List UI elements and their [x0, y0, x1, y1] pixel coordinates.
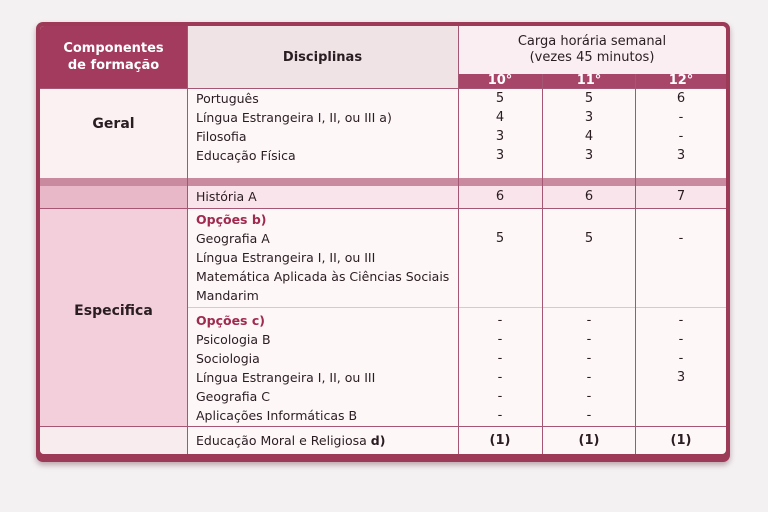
value-cell: - — [586, 389, 592, 404]
list-item: Educação Física — [196, 148, 296, 163]
list-item: Matemática Aplicada às Ciências Sociais — [196, 269, 450, 284]
emrc-name-label: Educação Moral e Religiosa — [196, 433, 367, 448]
historia-name: História A — [196, 189, 257, 204]
value-cell: - — [586, 332, 592, 347]
value-cell: 3 — [584, 148, 594, 163]
value-cell: - — [586, 408, 592, 423]
value-cell: (1) — [670, 433, 692, 448]
especifica-label: Especifica — [74, 303, 153, 319]
value-cell: (1) — [578, 433, 600, 448]
opcoes-c-title: Opções c) — [196, 313, 265, 328]
table-body — [40, 26, 726, 454]
grid-line — [187, 26, 188, 454]
geral-col-10 — [458, 89, 542, 165]
list-item: Geografia A — [196, 231, 270, 246]
emrc-left-band — [40, 426, 187, 454]
value-cell: - — [497, 313, 503, 328]
value-cell: 3 — [495, 129, 505, 144]
value-cell: 3 — [495, 148, 505, 163]
value-cell: 6 — [495, 189, 505, 204]
list-item: Língua Estrangeira I, II, ou III a) — [196, 110, 392, 125]
emrc-name — [196, 431, 385, 450]
list-item: Língua Estrangeira I, II, ou III — [196, 250, 376, 265]
list-item: Língua Estrangeira I, II, ou III — [196, 370, 376, 385]
value-cell: 5 — [584, 231, 594, 246]
geral-col-11 — [543, 89, 635, 165]
list-item: Mandarim — [196, 288, 259, 303]
table-card — [36, 22, 730, 462]
value-cell: 6 — [584, 189, 594, 204]
value-cell: - — [678, 351, 684, 366]
value-cell: 5 — [584, 91, 594, 106]
value-cell: - — [497, 351, 503, 366]
list-item: Geografia C — [196, 389, 270, 404]
value-cell: - — [586, 351, 592, 366]
geral-label: Geral — [92, 116, 135, 132]
emrc-note: d) — [370, 433, 386, 448]
value-cell: 5 — [495, 91, 505, 106]
opcoes-c-col-11 — [543, 311, 635, 425]
list-item: Português — [196, 91, 259, 106]
grid-line — [40, 426, 726, 427]
value-cell: 3 — [676, 370, 686, 385]
carga-subtitle: (vezes 45 minutos) — [529, 50, 655, 65]
list-item: Psicologia B — [196, 332, 271, 347]
value-cell: 7 — [676, 189, 686, 204]
carga-title: Carga horária semanal — [517, 34, 667, 49]
historia-left-band — [40, 186, 187, 208]
header-disciplinas-label: Disciplinas — [282, 49, 363, 65]
value-cell: - — [586, 313, 592, 328]
value-cell: 6 — [676, 91, 686, 106]
opcoes-b-list — [196, 210, 458, 305]
value-cell: (1) — [489, 433, 511, 448]
value-cell: - — [678, 332, 684, 347]
grid-line — [458, 26, 459, 454]
value-cell: - — [497, 389, 503, 404]
grid-line — [40, 208, 726, 209]
value-cell: 3 — [584, 110, 594, 125]
opcoes-c-col-12 — [636, 311, 726, 387]
value-cell: 4 — [495, 110, 505, 125]
value-cell: - — [678, 110, 684, 125]
year-10: 10° — [458, 74, 542, 88]
value-cell: 4 — [584, 129, 594, 144]
opcoes-c-list — [196, 311, 458, 425]
value-cell: - — [497, 370, 503, 385]
header-componentes — [40, 26, 187, 88]
value-cell: - — [586, 370, 592, 385]
section-divider — [40, 178, 726, 186]
header-componentes-label: Componentes de formação — [63, 41, 164, 73]
value-cell: 3 — [676, 148, 686, 163]
list-item: Filosofia — [196, 129, 247, 144]
options-separator — [187, 307, 726, 308]
value-cell: - — [678, 231, 684, 246]
list-item: Aplicações Informáticas B — [196, 408, 358, 423]
geral-disciplines — [196, 89, 456, 165]
value-cell: 5 — [495, 231, 505, 246]
value-cell: - — [678, 129, 684, 144]
header-disciplinas — [187, 26, 458, 88]
grid-line — [542, 74, 543, 454]
opcoes-b-title: Opções b) — [196, 212, 267, 227]
grid-line — [40, 88, 726, 89]
opcoes-c-col-10 — [458, 311, 542, 425]
year-12: 12° — [636, 74, 726, 88]
value-cell: - — [497, 332, 503, 347]
year-11: 11° — [543, 74, 635, 88]
value-cell: - — [497, 408, 503, 423]
list-item: Sociologia — [196, 351, 260, 366]
geral-col-12 — [636, 89, 726, 165]
grid-line — [635, 74, 636, 454]
value-cell: - — [678, 313, 684, 328]
header-carga — [458, 26, 726, 74]
